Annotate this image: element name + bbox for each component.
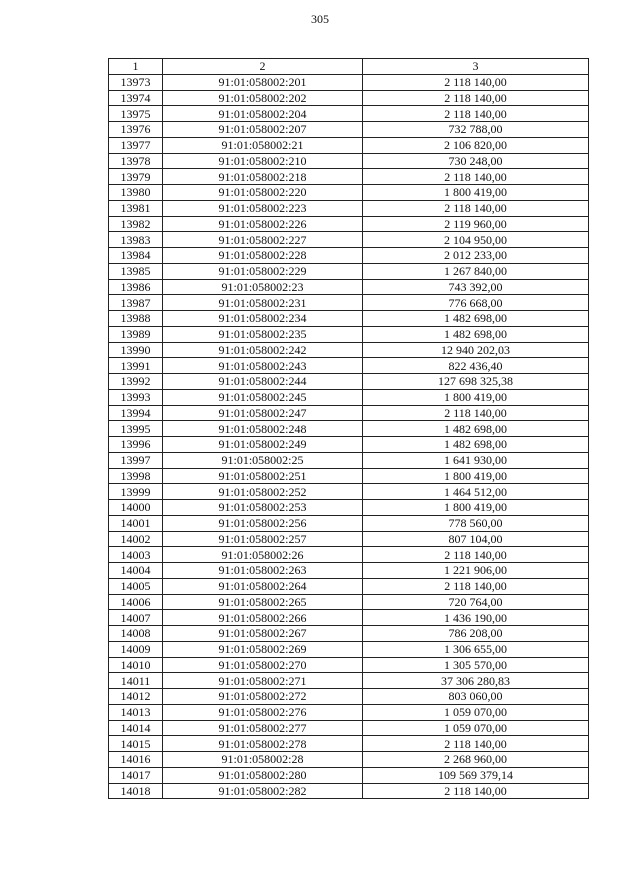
row-number-cell: 14014: [109, 720, 163, 736]
cadastral-number-cell: 91:01:058002:249: [163, 437, 363, 453]
value-cell: 778 560,00: [363, 515, 589, 531]
cadastral-number-cell: 91:01:058002:256: [163, 515, 363, 531]
row-number-cell: 13990: [109, 342, 163, 358]
cadastral-number-cell: 91:01:058002:228: [163, 248, 363, 264]
cadastre-table: [108, 58, 589, 799]
cadastral-number-cell: 91:01:058002:201: [163, 74, 363, 90]
cadastral-number-cell: 91:01:058002:21: [163, 137, 363, 153]
value-cell: 1 436 190,00: [363, 610, 589, 626]
value-cell: 776 668,00: [363, 295, 589, 311]
cadastral-number-cell: 91:01:058002:248: [163, 421, 363, 437]
row-number-cell: 13984: [109, 248, 163, 264]
row-number-cell: 13980: [109, 185, 163, 201]
value-cell: 127 698 325,38: [363, 374, 589, 390]
page-number: 305: [311, 12, 329, 26]
cadastral-number-cell: 91:01:058002:210: [163, 153, 363, 169]
table-row: [109, 216, 589, 232]
value-cell: 1 306 655,00: [363, 641, 589, 657]
cadastral-number-cell: 91:01:058002:265: [163, 594, 363, 610]
value-cell: 743 392,00: [363, 279, 589, 295]
value-cell: 2 119 960,00: [363, 216, 589, 232]
value-cell: 2 118 140,00: [363, 736, 589, 752]
row-number-cell: 13981: [109, 200, 163, 216]
value-cell: 12 940 202,03: [363, 342, 589, 358]
table-row: [109, 673, 589, 689]
row-number-cell: 13991: [109, 358, 163, 374]
table-row: [109, 295, 589, 311]
table-row: [109, 720, 589, 736]
row-number-cell: 13992: [109, 374, 163, 390]
value-cell: 1 800 419,00: [363, 500, 589, 516]
table-row: [109, 389, 589, 405]
row-number-cell: 13974: [109, 90, 163, 106]
cadastral-number-cell: 91:01:058002:244: [163, 374, 363, 390]
table-row: [109, 122, 589, 138]
table-row: [109, 185, 589, 201]
row-number-cell: 14008: [109, 626, 163, 642]
cadastral-number-cell: 91:01:058002:202: [163, 90, 363, 106]
row-number-cell: 14004: [109, 563, 163, 579]
row-number-cell: 14006: [109, 594, 163, 610]
row-number-cell: 13986: [109, 279, 163, 295]
row-number-cell: 13996: [109, 437, 163, 453]
row-number-cell: 13977: [109, 137, 163, 153]
row-number-cell: 13994: [109, 405, 163, 421]
column-header-2: 2: [163, 59, 363, 75]
table-row: [109, 563, 589, 579]
value-cell: 807 104,00: [363, 531, 589, 547]
column-header-3: 3: [363, 59, 589, 75]
cadastral-number-cell: 91:01:058002:26: [163, 547, 363, 563]
cadastral-number-cell: 91:01:058002:28: [163, 752, 363, 768]
row-number-cell: 14001: [109, 515, 163, 531]
table-row: [109, 500, 589, 516]
value-cell: 732 788,00: [363, 122, 589, 138]
row-number-cell: 13988: [109, 311, 163, 327]
cadastral-number-cell: 91:01:058002:223: [163, 200, 363, 216]
table-row: [109, 106, 589, 122]
cadastral-number-cell: 91:01:058002:257: [163, 531, 363, 547]
value-cell: 109 569 379,14: [363, 767, 589, 783]
row-number-cell: 13978: [109, 153, 163, 169]
table-row: [109, 437, 589, 453]
row-number-cell: 13989: [109, 326, 163, 342]
table-row: [109, 311, 589, 327]
cadastral-number-cell: 91:01:058002:263: [163, 563, 363, 579]
cadastral-number-cell: 91:01:058002:231: [163, 295, 363, 311]
row-number-cell: 13987: [109, 295, 163, 311]
table-row: [109, 358, 589, 374]
row-number-cell: 14010: [109, 657, 163, 673]
cadastral-number-cell: 91:01:058002:253: [163, 500, 363, 516]
value-cell: 2 118 140,00: [363, 578, 589, 594]
cadastral-number-cell: 91:01:058002:270: [163, 657, 363, 673]
row-number-cell: 14018: [109, 783, 163, 799]
cadastral-number-cell: 91:01:058002:251: [163, 468, 363, 484]
cadastral-number-cell: 91:01:058002:235: [163, 326, 363, 342]
cadastral-number-cell: 91:01:058002:280: [163, 767, 363, 783]
cadastral-number-cell: 91:01:058002:25: [163, 452, 363, 468]
value-cell: 1 059 070,00: [363, 720, 589, 736]
row-number-cell: 13982: [109, 216, 163, 232]
row-number-cell: 14017: [109, 767, 163, 783]
value-cell: 2 118 140,00: [363, 405, 589, 421]
value-cell: 1 305 570,00: [363, 657, 589, 673]
value-cell: 1 482 698,00: [363, 311, 589, 327]
value-cell: 803 060,00: [363, 689, 589, 705]
value-cell: 1 221 906,00: [363, 563, 589, 579]
table-row: [109, 232, 589, 248]
value-cell: 2 118 140,00: [363, 169, 589, 185]
cadastral-number-cell: 91:01:058002:227: [163, 232, 363, 248]
table-row: [109, 153, 589, 169]
cadastral-number-cell: 91:01:058002:245: [163, 389, 363, 405]
cadastral-number-cell: 91:01:058002:218: [163, 169, 363, 185]
table-body: [109, 74, 589, 799]
table-row: [109, 531, 589, 547]
table-row: [109, 578, 589, 594]
table-row: [109, 90, 589, 106]
table-row: [109, 405, 589, 421]
row-number-cell: 13975: [109, 106, 163, 122]
cadastral-number-cell: 91:01:058002:276: [163, 704, 363, 720]
table-row: [109, 468, 589, 484]
table-row: [109, 248, 589, 264]
row-number-cell: 14005: [109, 578, 163, 594]
row-number-cell: 13983: [109, 232, 163, 248]
value-cell: 786 208,00: [363, 626, 589, 642]
cadastral-number-cell: 91:01:058002:282: [163, 783, 363, 799]
table-row: [109, 547, 589, 563]
table-row: [109, 452, 589, 468]
value-cell: 2 118 140,00: [363, 106, 589, 122]
cadastral-number-cell: 91:01:058002:271: [163, 673, 363, 689]
row-number-cell: 13997: [109, 452, 163, 468]
row-number-cell: 14009: [109, 641, 163, 657]
table-row: [109, 657, 589, 673]
value-cell: 2 118 140,00: [363, 783, 589, 799]
table-row: [109, 200, 589, 216]
table-header: [109, 59, 589, 75]
header-row: [109, 59, 589, 75]
row-number-cell: 14015: [109, 736, 163, 752]
row-number-cell: 14003: [109, 547, 163, 563]
row-number-cell: 13985: [109, 263, 163, 279]
value-cell: 730 248,00: [363, 153, 589, 169]
cadastral-number-cell: 91:01:058002:269: [163, 641, 363, 657]
table-row: [109, 752, 589, 768]
value-cell: 2 118 140,00: [363, 547, 589, 563]
column-header-1: 1: [109, 59, 163, 75]
cadastral-number-cell: 91:01:058002:264: [163, 578, 363, 594]
table-row: [109, 326, 589, 342]
row-number-cell: 13998: [109, 468, 163, 484]
value-cell: 822 436,40: [363, 358, 589, 374]
table-row: [109, 736, 589, 752]
table-row: [109, 767, 589, 783]
row-number-cell: 14007: [109, 610, 163, 626]
table-row: [109, 374, 589, 390]
cadastral-number-cell: 91:01:058002:267: [163, 626, 363, 642]
row-number-cell: 13976: [109, 122, 163, 138]
table-row: [109, 74, 589, 90]
row-number-cell: 13993: [109, 389, 163, 405]
cadastral-number-cell: 91:01:058002:229: [163, 263, 363, 279]
row-number-cell: 14011: [109, 673, 163, 689]
row-number-cell: 14000: [109, 500, 163, 516]
table-row: [109, 263, 589, 279]
value-cell: 1 800 419,00: [363, 389, 589, 405]
value-cell: 2 118 140,00: [363, 74, 589, 90]
cadastral-number-cell: 91:01:058002:277: [163, 720, 363, 736]
value-cell: 2 118 140,00: [363, 90, 589, 106]
value-cell: 1 059 070,00: [363, 704, 589, 720]
table-row: [109, 641, 589, 657]
row-number-cell: 13973: [109, 74, 163, 90]
table-row: [109, 610, 589, 626]
value-cell: 1 464 512,00: [363, 484, 589, 500]
value-cell: 2 104 950,00: [363, 232, 589, 248]
row-number-cell: 13995: [109, 421, 163, 437]
value-cell: 2 106 820,00: [363, 137, 589, 153]
value-cell: 720 764,00: [363, 594, 589, 610]
cadastral-number-cell: 91:01:058002:247: [163, 405, 363, 421]
table-row: [109, 484, 589, 500]
table-row: [109, 421, 589, 437]
value-cell: 1 482 698,00: [363, 326, 589, 342]
row-number-cell: 14012: [109, 689, 163, 705]
value-cell: 2 118 140,00: [363, 200, 589, 216]
value-cell: 1 800 419,00: [363, 185, 589, 201]
table-row: [109, 689, 589, 705]
cadastral-number-cell: 91:01:058002:207: [163, 122, 363, 138]
row-number-cell: 13999: [109, 484, 163, 500]
table-row: [109, 137, 589, 153]
table-row: [109, 594, 589, 610]
row-number-cell: 13979: [109, 169, 163, 185]
value-cell: 37 306 280,83: [363, 673, 589, 689]
row-number-cell: 14016: [109, 752, 163, 768]
cadastral-number-cell: 91:01:058002:234: [163, 311, 363, 327]
cadastral-number-cell: 91:01:058002:220: [163, 185, 363, 201]
cadastral-number-cell: 91:01:058002:204: [163, 106, 363, 122]
value-cell: 2 012 233,00: [363, 248, 589, 264]
row-number-cell: 14002: [109, 531, 163, 547]
table-row: [109, 783, 589, 799]
value-cell: 1 267 840,00: [363, 263, 589, 279]
value-cell: 2 268 960,00: [363, 752, 589, 768]
table-row: [109, 169, 589, 185]
table-row: [109, 515, 589, 531]
cadastral-number-cell: 91:01:058002:272: [163, 689, 363, 705]
cadastral-number-cell: 91:01:058002:252: [163, 484, 363, 500]
cadastral-number-cell: 91:01:058002:243: [163, 358, 363, 374]
cadastral-number-cell: 91:01:058002:242: [163, 342, 363, 358]
value-cell: 1 800 419,00: [363, 468, 589, 484]
row-number-cell: 14013: [109, 704, 163, 720]
cadastral-number-cell: 91:01:058002:226: [163, 216, 363, 232]
value-cell: 1 482 698,00: [363, 437, 589, 453]
cadastral-number-cell: 91:01:058002:266: [163, 610, 363, 626]
value-cell: 1 641 930,00: [363, 452, 589, 468]
table-row: [109, 279, 589, 295]
cadastral-number-cell: 91:01:058002:278: [163, 736, 363, 752]
table-row: [109, 626, 589, 642]
table-row: [109, 704, 589, 720]
table-row: [109, 342, 589, 358]
cadastral-number-cell: 91:01:058002:23: [163, 279, 363, 295]
value-cell: 1 482 698,00: [363, 421, 589, 437]
